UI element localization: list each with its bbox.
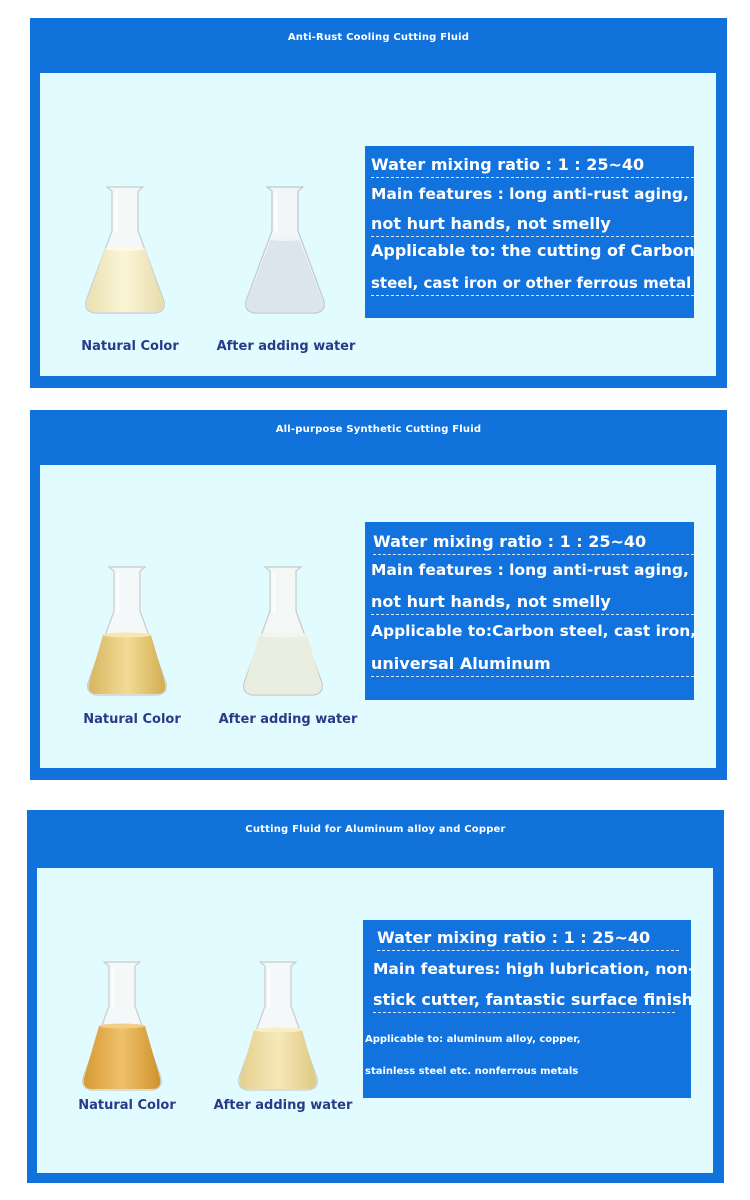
- section-anti-rust: [30, 18, 727, 388]
- info-main-features: Main features: high lubrication, non-: [373, 960, 695, 978]
- info-main-features: Main features : long anti-rust aging,: [371, 561, 689, 579]
- flask-after-adding-water: [238, 561, 328, 703]
- section-all-purpose: [30, 410, 727, 780]
- info-box: [365, 146, 694, 318]
- info-mixing-ratio: Water mixing ratio : 1 : 25~40: [377, 926, 679, 951]
- info-applicable-cont: stainless steel etc. nonferrous metals: [365, 1066, 579, 1077]
- flask-natural-color: [77, 956, 167, 1098]
- caption-after-adding-water: After adding water: [218, 712, 358, 727]
- flask-after-adding-water: [233, 956, 323, 1098]
- info-applicable: Applicable to: the cutting of Carbon: [371, 241, 695, 260]
- section-aluminum-copper: [27, 810, 724, 1183]
- section-title: All-purpose Synthetic Cutting Fluid: [275, 424, 482, 435]
- info-applicable-cont: universal Aluminum: [371, 652, 694, 677]
- caption-natural-color: Natural Color: [78, 1098, 176, 1113]
- caption-natural-color: Natural Color: [81, 339, 179, 354]
- section-content: [40, 73, 716, 376]
- caption-after-adding-water: After adding water: [213, 1098, 353, 1113]
- flask-after-adding-water: [240, 181, 330, 321]
- info-main-features-cont: not hurt hands, not smelly: [371, 590, 694, 615]
- info-main-features-cont: not hurt hands, not smelly: [371, 212, 694, 237]
- info-main-features: Main features : long anti-rust aging,: [371, 185, 689, 203]
- info-applicable: Applicable to: aluminum alloy, copper,: [365, 1034, 581, 1045]
- info-main-features-cont: stick cutter, fantastic surface finish: [373, 988, 675, 1013]
- caption-after-adding-water: After adding water: [216, 339, 356, 354]
- section-title: Cutting Fluid for Aluminum alloy and Copper: [245, 824, 506, 835]
- section-title: Anti-Rust Cooling Cutting Fluid: [287, 32, 470, 43]
- info-box: [363, 920, 695, 1098]
- section-content: [40, 465, 716, 768]
- info-applicable-cont: steel, cast iron or other ferrous metal: [371, 271, 694, 296]
- flask-natural-color: [82, 561, 172, 703]
- caption-natural-color: Natural Color: [83, 712, 181, 727]
- section-content: [37, 868, 713, 1173]
- info-mixing-ratio: Water mixing ratio : 1 : 25~40: [373, 530, 694, 555]
- flask-natural-color: [80, 181, 170, 321]
- info-box: [365, 522, 697, 700]
- info-applicable: Applicable to:Carbon steel, cast iron,: [371, 622, 697, 640]
- info-mixing-ratio: Water mixing ratio : 1 : 25~40: [371, 153, 694, 178]
